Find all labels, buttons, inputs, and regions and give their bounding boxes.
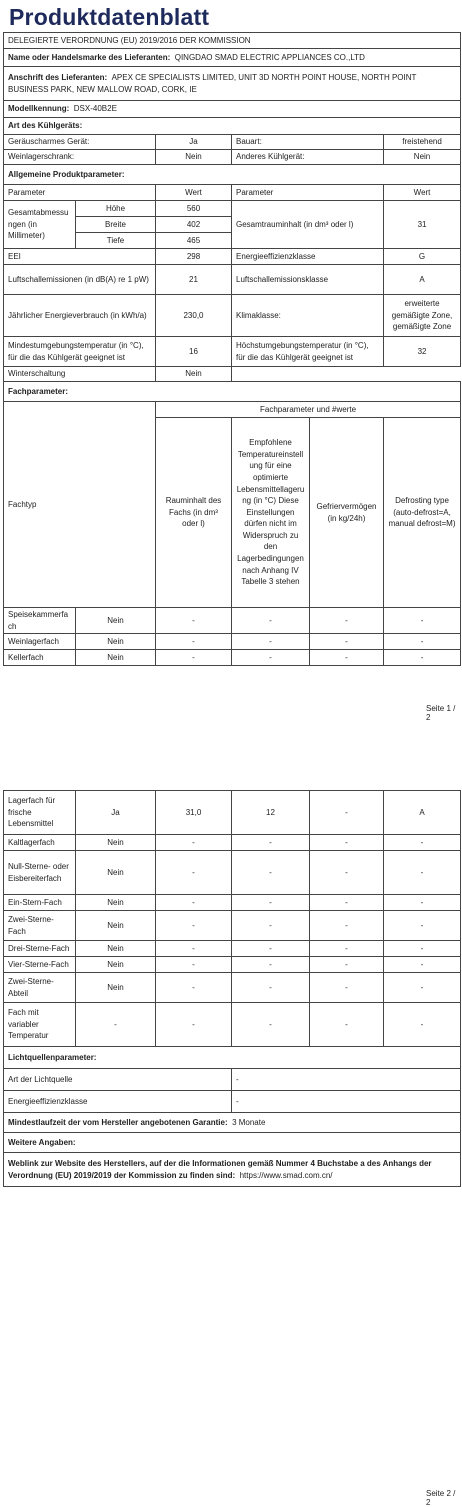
compartment-temp: - <box>232 608 310 634</box>
compartment-freeze: - <box>310 957 384 973</box>
header-defrosting-type: Defrosting type (auto-defrost=A, manual defrost=M) <box>384 418 461 608</box>
compartment-name: Drei-Sterne-Fach <box>4 941 76 957</box>
compartment-freeze: - <box>310 791 384 835</box>
table-row <box>4 941 461 957</box>
warranty-value: 3 Monate <box>232 1117 266 1127</box>
compartment-freeze: - <box>310 835 384 851</box>
compartment-present: Ja <box>76 791 156 835</box>
param-label: Luftschallemissionsklasse <box>232 265 384 295</box>
param-value: 32 <box>384 337 461 367</box>
compartment-present: Nein <box>76 973 156 1003</box>
dimension-name: Tiefe <box>76 233 156 249</box>
header-recommended-temp: Empfohlene Temperatureinstellung für eine optimierte Lebensmittellagerung (in °C) Diese Einstellungen dürfen nicht im Widerspruch zu den Lagerbedingungen nach Anhang IV Tabelle 3 stehen <box>232 418 310 608</box>
compartment-defrost: - <box>384 941 461 957</box>
model-row <box>4 101 461 118</box>
compartment-defrost: - <box>384 1003 461 1047</box>
param-label: Jährlicher Energieverbrauch (in kWh/a) <box>4 295 156 337</box>
compartment-defrost: - <box>384 634 461 650</box>
dimensions-label: Gesamtabmessungen (in Millimeter) <box>4 201 76 249</box>
compartment-volume: - <box>156 851 232 895</box>
compartment-freeze: - <box>310 1003 384 1047</box>
compartment-volume: - <box>156 1003 232 1047</box>
section-light-source: Lichtquellenparameter: <box>4 1047 461 1069</box>
compartment-volume: - <box>156 650 232 666</box>
compartment-present: - <box>76 1003 156 1047</box>
compartment-present: Nein <box>76 851 156 895</box>
compartment-present: Nein <box>76 895 156 911</box>
table-row <box>4 608 461 634</box>
header-value: Wert <box>156 185 232 201</box>
dimension-name: Höhe <box>76 201 156 217</box>
compartment-temp: - <box>232 941 310 957</box>
weblink-url[interactable]: https://www.smad.com.cn/ <box>239 1170 333 1180</box>
param-label: Höchstumgebungstemperatur (in °C), für die das Kühlgerät geeignet ist <box>232 337 384 367</box>
compartment-present: Nein <box>76 634 156 650</box>
param-label: Luftschallemissionen (in dB(A) re 1 pW) <box>4 265 156 295</box>
compartment-present: Nein <box>76 650 156 666</box>
empty-cell <box>232 367 461 382</box>
compartment-freeze: - <box>310 911 384 941</box>
compartment-volume: - <box>156 634 232 650</box>
param-label: Klimaklasse: <box>232 295 384 337</box>
supplier-name-row <box>4 49 461 67</box>
warranty-label: Mindestlaufzeit der vom Hersteller angebotenen Garantie: <box>8 1117 228 1127</box>
winter-value: Nein <box>156 367 232 382</box>
model-value: DSX-40B2E <box>73 104 117 114</box>
compartment-defrost: A <box>384 791 461 835</box>
type-label: Bauart: <box>232 135 384 150</box>
section-general-parameters: Allgemeine Produktparameter: <box>4 165 461 185</box>
compartment-temp: - <box>232 911 310 941</box>
compartment-present: Nein <box>76 941 156 957</box>
table-row <box>4 835 461 851</box>
table-row <box>4 851 461 895</box>
header-parameter: Parameter <box>4 185 156 201</box>
compartment-temp: - <box>232 957 310 973</box>
compartment-name: Lagerfach für frische Lebensmittel <box>4 791 76 835</box>
compartment-freeze: - <box>310 895 384 911</box>
datasheet-table-page-2 <box>3 790 461 1187</box>
compartment-present: Nein <box>76 957 156 973</box>
compartment-volume: - <box>156 957 232 973</box>
table-row <box>4 957 461 973</box>
compartment-volume: - <box>156 911 232 941</box>
compartment-name: Speisekammerfach <box>4 608 76 634</box>
warranty-row <box>4 1113 461 1133</box>
section-compartment-parameters: Fachparameter: <box>4 382 461 402</box>
table-row <box>4 650 461 666</box>
supplier-address-value: APEX CE SPECIALISTS LIMITED, UNIT 3D NORTH POINT HOUSE, NORTH POINT BUSINESS PARK, NEW MALLOW ROAD, CORK, IE <box>8 72 417 94</box>
compartment-freeze: - <box>310 851 384 895</box>
compartment-freeze: - <box>310 941 384 957</box>
type-value: Nein <box>156 150 232 165</box>
compartment-name: Zwei-Sterne-Fach <box>4 911 76 941</box>
supplier-name-label: Name oder Handelsmarke des Lieferanten: <box>8 52 171 62</box>
compartment-volume: 31,0 <box>156 791 232 835</box>
param-value: A <box>384 265 461 295</box>
compartment-name: Ein-Stern-Fach <box>4 895 76 911</box>
table-row <box>4 973 461 1003</box>
type-label: Anderes Kühlgerät: <box>232 150 384 165</box>
param-label: Energieeffizienzklasse <box>232 249 384 265</box>
more-info: Weitere Angaben: <box>4 1133 461 1153</box>
table-row <box>4 895 461 911</box>
datasheet-table-page-1 <box>3 32 461 666</box>
compartment-volume: - <box>156 608 232 634</box>
dimension-value: 560 <box>156 201 232 217</box>
compartment-temp: - <box>232 650 310 666</box>
header-value: Wert <box>384 185 461 201</box>
compartment-name: Vier-Sterne-Fach <box>4 957 76 973</box>
winter-label: Winterschaltung <box>4 367 156 382</box>
compartment-defrost: - <box>384 650 461 666</box>
compartment-name: Zwei-Sterne-Abteil <box>4 973 76 1003</box>
type-value: freistehend <box>384 135 461 150</box>
dimension-value: 465 <box>156 233 232 249</box>
type-label: Weinlagerschrank: <box>4 150 156 165</box>
dimension-name: Breite <box>76 217 156 233</box>
weblink-row <box>4 1153 461 1187</box>
total-volume-label: Gesamtrauminhalt (in dm³ oder l) <box>232 201 384 249</box>
supplier-address-label: Anschrift des Lieferanten: <box>8 72 108 82</box>
header-compartment-group: Fachparameter und #werte <box>156 402 461 418</box>
compartment-defrost: - <box>384 608 461 634</box>
table-row <box>4 911 461 941</box>
compartment-present: Nein <box>76 608 156 634</box>
total-volume-value: 31 <box>384 201 461 249</box>
light-value: - <box>232 1069 461 1091</box>
model-label: Modellkennung: <box>8 104 70 114</box>
table-row <box>4 634 461 650</box>
compartment-volume: - <box>156 895 232 911</box>
param-label: EEI <box>4 249 156 265</box>
compartment-present: Nein <box>76 911 156 941</box>
compartment-freeze: - <box>310 650 384 666</box>
compartment-defrost: - <box>384 895 461 911</box>
compartment-freeze: - <box>310 973 384 1003</box>
compartment-temp: - <box>232 1003 310 1047</box>
page-number: Seite 1 / 2 <box>426 704 456 722</box>
page-title: Produktdatenblatt <box>9 4 210 30</box>
compartment-defrost: - <box>384 911 461 941</box>
compartment-defrost: - <box>384 973 461 1003</box>
compartment-freeze: - <box>310 634 384 650</box>
compartment-name: Kellerfach <box>4 650 76 666</box>
compartment-name: Null-Sterne- oder Eisbereiterfach <box>4 851 76 895</box>
compartment-defrost: - <box>384 851 461 895</box>
type-value: Ja <box>156 135 232 150</box>
page-number: Seite 2 / 2 <box>426 1489 456 1507</box>
compartment-name: Kaltlagerfach <box>4 835 76 851</box>
section-appliance-type: Art des Kühlgeräts: <box>4 118 461 135</box>
header-freezing-capacity: Gefriervermögen (in kg/24h) <box>310 418 384 608</box>
param-value: G <box>384 249 461 265</box>
compartment-name: Fach mit variabler Temperatur <box>4 1003 76 1047</box>
header-parameter: Parameter <box>232 185 384 201</box>
table-row <box>4 1003 461 1047</box>
compartment-temp: - <box>232 851 310 895</box>
type-label: Geräuscharmes Gerät: <box>4 135 156 150</box>
param-value: 230,0 <box>156 295 232 337</box>
compartment-temp: - <box>232 973 310 1003</box>
compartment-defrost: - <box>384 835 461 851</box>
header-compartment-type: Fachtyp <box>4 402 156 608</box>
type-value: Nein <box>384 150 461 165</box>
compartment-defrost: - <box>384 957 461 973</box>
dimension-value: 402 <box>156 217 232 233</box>
supplier-address-row <box>4 67 461 101</box>
compartment-volume: - <box>156 941 232 957</box>
light-label: Art der Lichtquelle <box>4 1069 232 1091</box>
compartment-volume: - <box>156 835 232 851</box>
param-value: 16 <box>156 337 232 367</box>
compartment-temp: - <box>232 895 310 911</box>
header-volume: Rauminhalt des Fachs (in dm³ oder l) <box>156 418 232 608</box>
regulation-title: DELEGIERTE VERORDNUNG (EU) 2019/2016 DER KOMMISSION <box>4 33 461 49</box>
light-value: - <box>232 1091 461 1113</box>
supplier-name-value: QINGDAO SMAD ELECTRIC APPLIANCES CO.,LTD <box>174 52 365 62</box>
param-label: Mindestumgebungstemperatur (in °C), für die das Kühlgerät geeignet ist <box>4 337 156 367</box>
param-value: 298 <box>156 249 232 265</box>
param-value: erweiterte gemäßigte Zone, gemäßigte Zone <box>384 295 461 337</box>
page-2 <box>3 790 460 1187</box>
compartment-freeze: - <box>310 608 384 634</box>
compartment-volume: - <box>156 973 232 1003</box>
compartment-name: Weinlagerfach <box>4 634 76 650</box>
compartment-temp: 12 <box>232 791 310 835</box>
compartment-present: Nein <box>76 835 156 851</box>
weblink-label: Weblink zur Website des Herstellers, auf der die Informationen gemäß Nummer 4 Buchstabe a des Anhangs der Verordnung (EU) 2019/2019 der Kommission zu finden sind: <box>8 1158 432 1180</box>
light-label: Energieeffizienzklasse <box>4 1091 232 1113</box>
compartment-temp: - <box>232 835 310 851</box>
param-value: 21 <box>156 265 232 295</box>
compartment-temp: - <box>232 634 310 650</box>
table-row <box>4 791 461 835</box>
